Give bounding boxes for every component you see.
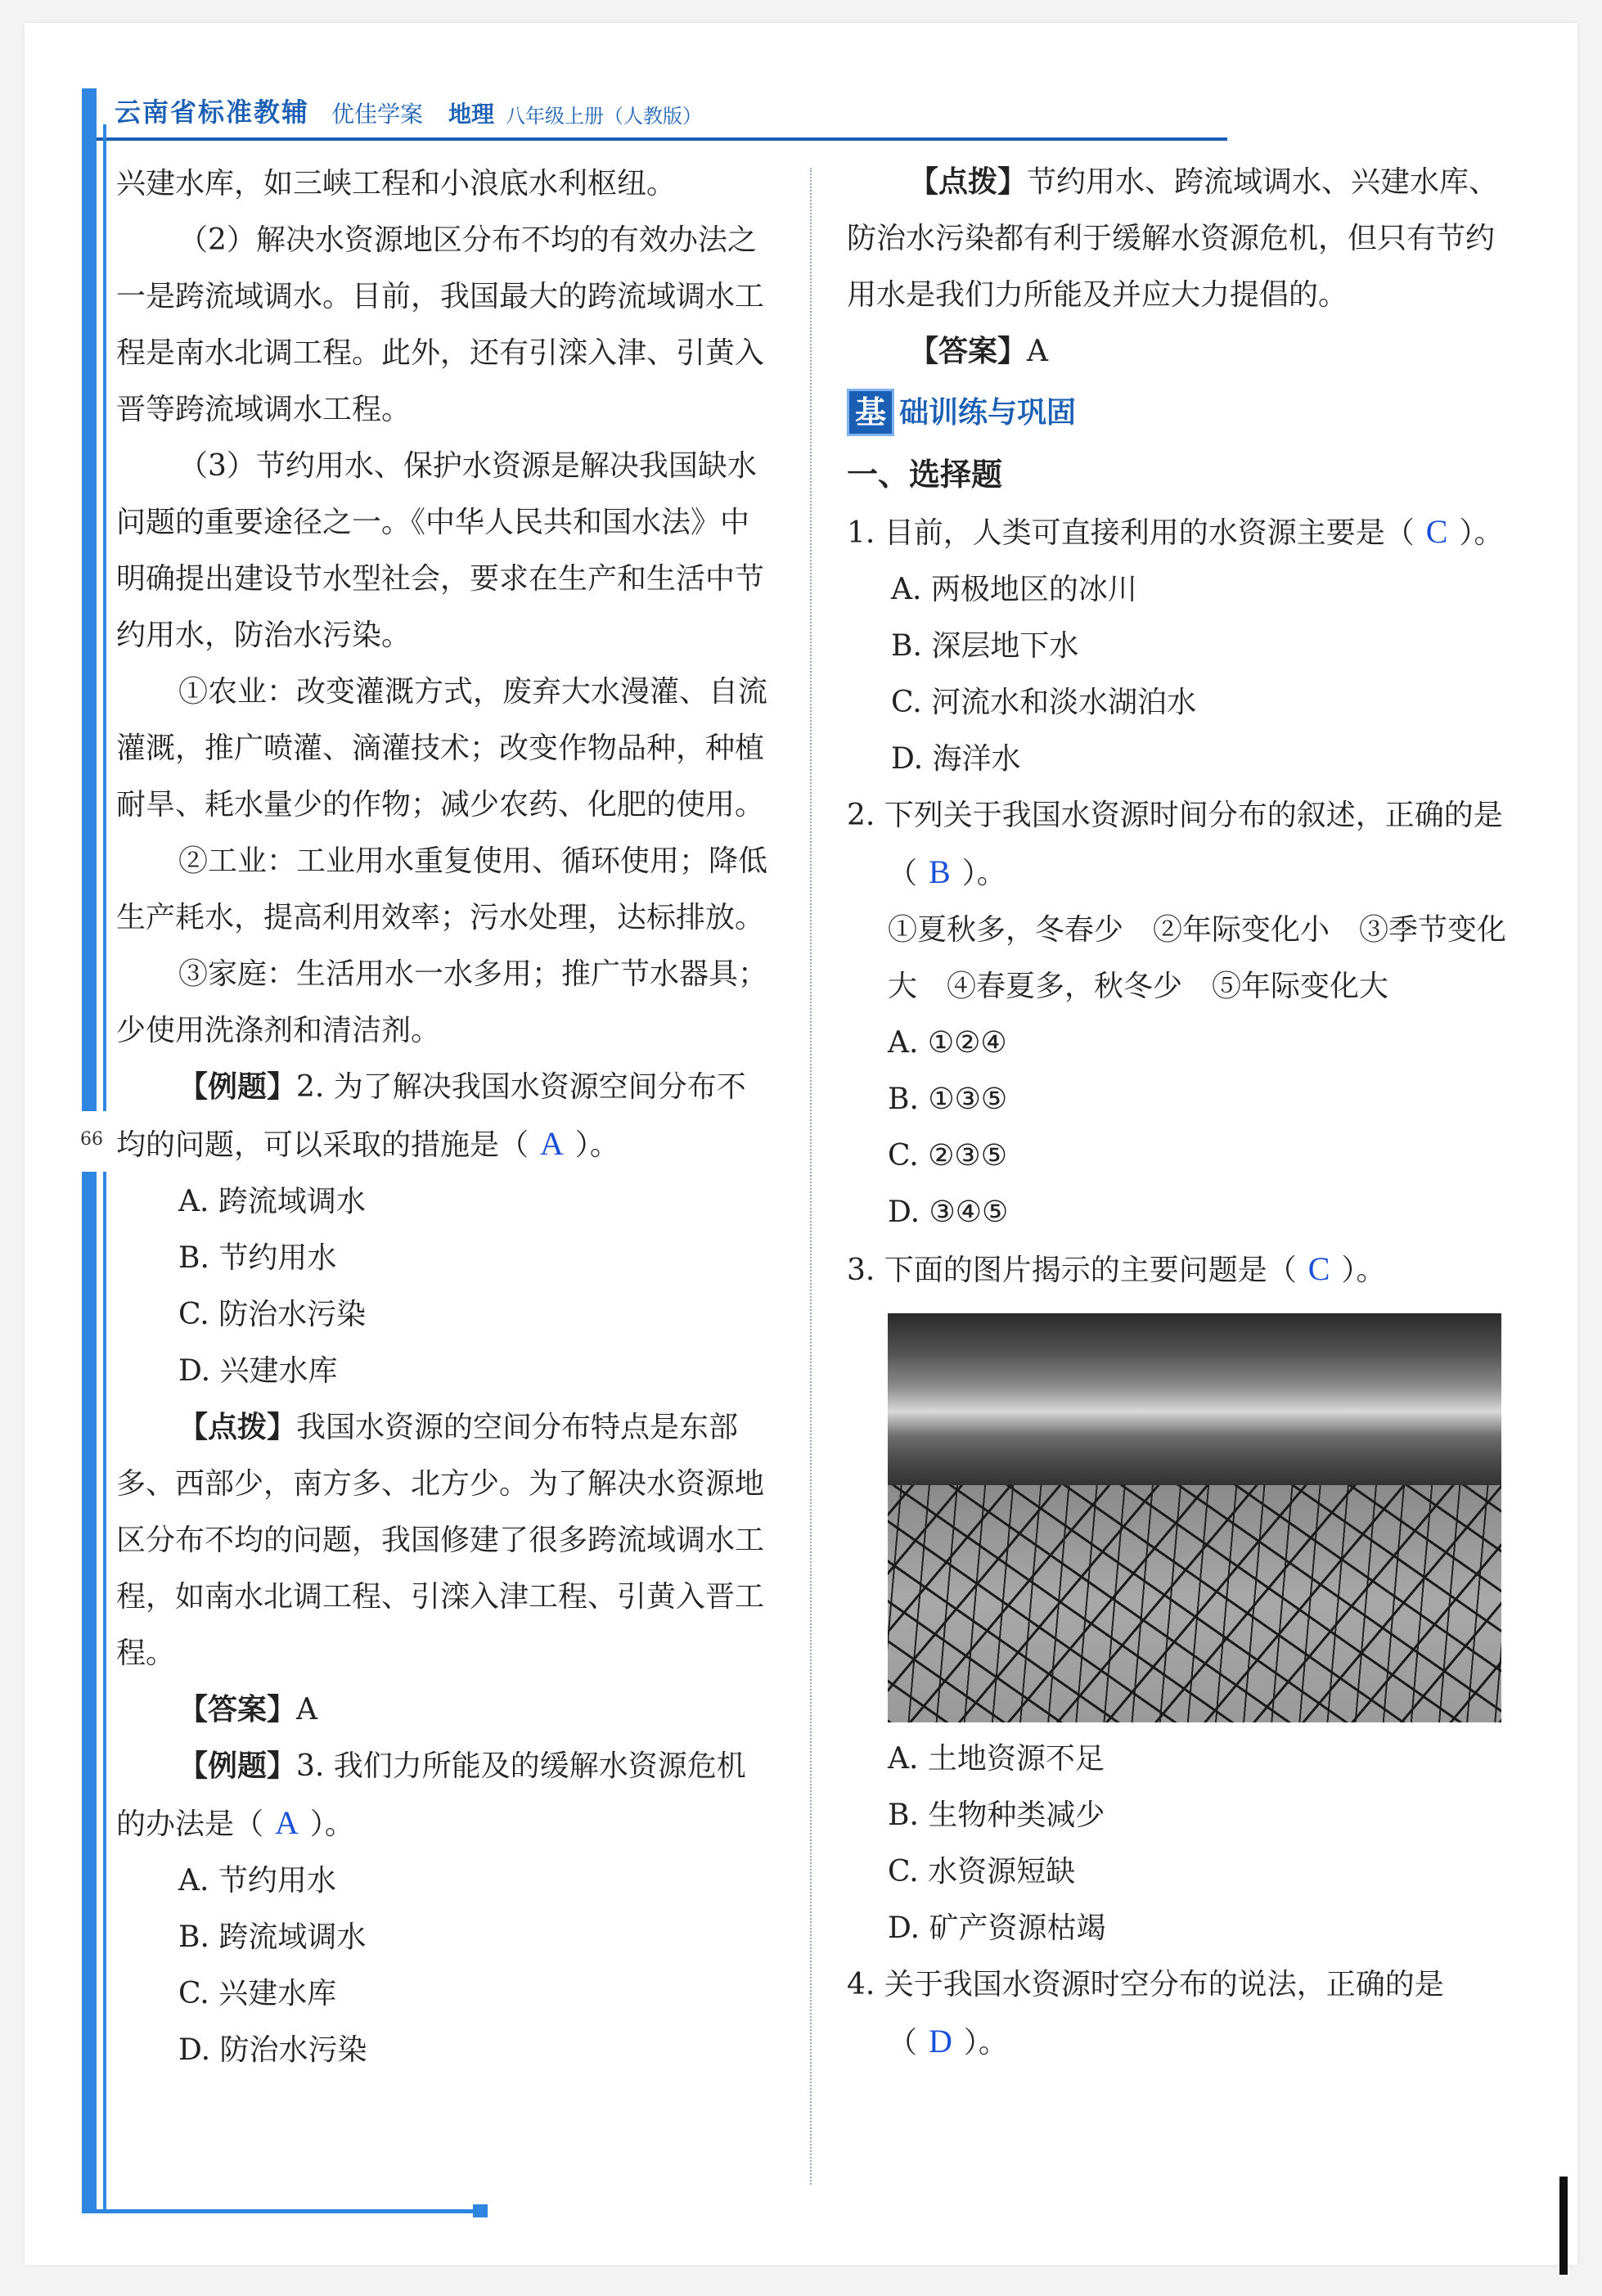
paragraph: 兴建水库，如三峡工程和小浪底水利枢纽。 [116, 167, 677, 200]
answer-value: A [1027, 335, 1049, 368]
answer-tag: 【答案】 [178, 1693, 297, 1727]
side-rule-lower-inner [103, 1172, 106, 2213]
cracked-earth-photo [888, 1313, 1501, 1722]
option: C. ②③⑤ [888, 1139, 1007, 1173]
right-column [847, 154, 1510, 2071]
column-divider [810, 168, 812, 2185]
option: A. ①②④ [888, 1026, 1007, 1060]
option: A. 节约用水 [178, 1864, 336, 1898]
question-text-end: ）。 [963, 2026, 1008, 2060]
bottom-square [473, 2204, 488, 2217]
answer-mark: B [929, 853, 951, 890]
option: B. 跨流域调水 [178, 1920, 367, 1954]
paragraph: ②工业：工业用水重复使用、循环使用；降低生产耗水，提高利用效率；污水处理，达标排放。 [116, 844, 768, 934]
question-text-end: ）。 [574, 1128, 619, 1162]
question-text-end: ）。 [1341, 1254, 1386, 1287]
question-1 [847, 503, 1510, 561]
option: B. 深层地下水 [891, 629, 1079, 663]
option: D. 防治水污染 [178, 2033, 367, 2067]
option: C. 防治水污染 [178, 1298, 367, 1331]
answer-mark: C [1307, 1250, 1330, 1287]
question-text-end: ）。 [961, 857, 1006, 890]
question-text: 2. 下列关于我国水资源时间分布的叙述，正确的是（ [847, 799, 1503, 890]
hint-tag: 【点拨】 [178, 1411, 297, 1444]
question-text: 2. 为了解决我国水资源空间分布不均的问题，可以采取的措施是（ [116, 1070, 746, 1162]
example-3-stem [116, 1738, 771, 1853]
section-title-text: 础训练与巩固 [899, 395, 1077, 430]
paragraph: （3）节约用水、保护水资源是解决我国缺水问题的重要途径之一。《中华人民共和国水法》中明确提出建设节水型社会，要求在生产和生活中节约用水，防治水污染。 [116, 449, 765, 652]
hint-paragraph [116, 1399, 771, 1681]
answer-mark: A [275, 1804, 299, 1841]
page-number: 66 [80, 1129, 103, 1150]
hint-text: 我国水资源的空间分布特点是东部多、西部少，南方多、北方少。为了解决水资源地区分布不均的问题，我国修建了很多跨流域调水工程，如南水北调工程、引滦入津工程、引黄入晋工程。 [116, 1411, 765, 1670]
question-2-items: ①夏秋多，冬春少 ②年际变化小 ③季节变化大 ④春夏多，秋冬少 ⑤年际变化大 [888, 913, 1507, 1003]
question-4 [847, 1956, 1510, 2071]
header-grade: 八年级上册（人教版） [506, 105, 702, 128]
option: C. 水资源短缺 [888, 1855, 1076, 1889]
answer-tag: 【答案】 [909, 335, 1028, 368]
answer-mark: A [540, 1125, 564, 1162]
left-column [116, 155, 771, 2067]
answer-line [116, 1681, 771, 1738]
hint-paragraph [847, 154, 1510, 323]
answer-value: A [296, 1693, 318, 1727]
question-3 [847, 1240, 1510, 1299]
question-text-end: ）。 [1459, 516, 1504, 550]
option: B. 生物种类减少 [888, 1799, 1105, 1832]
option: C. 河流水和淡水湖泊水 [891, 686, 1197, 719]
question-text: 3. 下面的图片揭示的主要问题是（ [847, 1254, 1297, 1287]
example-tag: 【例题】 [178, 1749, 297, 1783]
option: D. 矿产资源枯竭 [888, 1911, 1106, 1945]
example-tag: 【例题】 [178, 1070, 297, 1104]
paragraph: ③家庭：生活用水一水多用；推广节水器具；少使用洗涤剂和清洁剂。 [116, 957, 768, 1047]
side-rule-lower [82, 1172, 97, 2213]
example-2-stem [116, 1059, 771, 1173]
option: A. 跨流域调水 [178, 1185, 366, 1218]
answer-line [847, 323, 1510, 380]
option: D. 海洋水 [891, 742, 1021, 776]
option: B. 节约用水 [178, 1241, 337, 1275]
header-subject: 地理 [448, 101, 495, 128]
question-text: 4. 关于我国水资源时空分布的说法，正确的是（ [847, 1968, 1444, 2060]
page-edge-mark [1559, 2177, 1568, 2275]
answer-mark: C [1425, 513, 1448, 550]
header-series: 优佳学案 [331, 101, 424, 128]
option: B. ①③⑤ [888, 1083, 1008, 1116]
question-text: 1. 目前，人类可直接利用的水资源主要是（ [847, 516, 1415, 550]
clipped-line [116, 2022, 771, 2067]
question-text: 3. 我们力所能及的缓解水资源危机的办法是（ [116, 1749, 746, 1841]
option: A. 土地资源不足 [888, 1742, 1105, 1776]
option: C. 兴建水库 [178, 1977, 337, 2010]
paragraph: （2）解决水资源地区分布不均的有效办法之一是跨流域调水。目前，我国最大的跨流域调水工程是南水北调工程。此外，还有引滦入津、引黄入晋等跨流域调水工程。 [116, 223, 765, 426]
section-badge: 基 [847, 389, 894, 436]
option: A. 两极地区的冰川 [891, 573, 1137, 606]
question-2 [847, 787, 1510, 902]
section-title [847, 383, 1510, 442]
question-text-end: ）。 [309, 1808, 354, 1841]
hint-text: 节约用水、跨流域调水、兴建水库、防治水污染都有利于缓解水资源危机，但只有节约用水是我们力所能及并应大力提倡的。 [847, 165, 1499, 312]
option: D. 兴建水库 [178, 1354, 338, 1388]
side-rule [82, 88, 97, 1111]
paragraph: ①农业：改变灌溉方式，废弃大水漫灌、自流灌溉，推广喷灌、滴灌技术；改变作物品种，种植耐旱、耗水量少的作物；减少农药、化肥的使用。 [116, 675, 768, 822]
option: D. ③④⑤ [888, 1195, 1009, 1229]
hint-tag: 【点拨】 [909, 165, 1028, 199]
side-rule-inner [103, 124, 106, 1111]
section-heading: 一、选择题 [847, 457, 1003, 493]
bottom-rule [82, 2209, 483, 2213]
answer-mark: D [929, 2023, 952, 2060]
header-title: 云南省标准教辅 [115, 97, 310, 128]
